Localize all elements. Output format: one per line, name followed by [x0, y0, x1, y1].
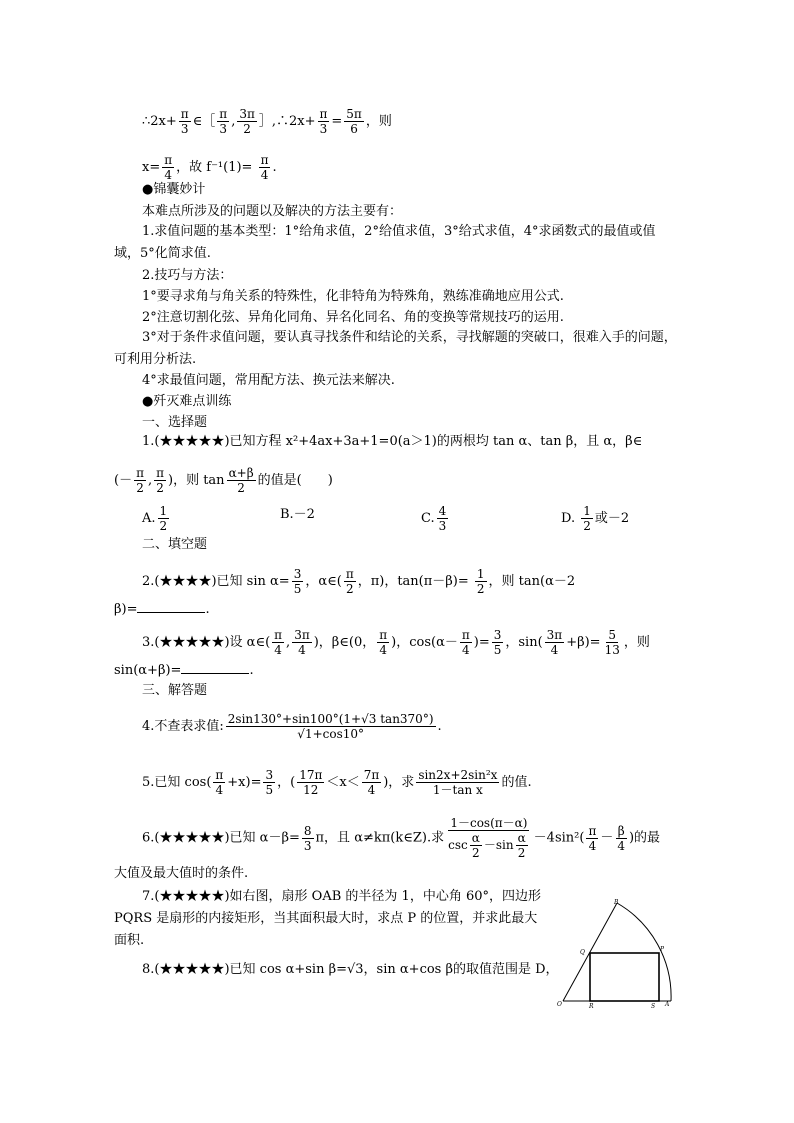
question-7: 7.(★★★★★)如右图，扇形 OAB 的半径为 1，中心角 60°，四边形 PQRS 是扇形的内接矩形，当其面积最大时，求点 P 的位置，并求此最大面积.	[114, 889, 541, 948]
answer-blank-2[interactable]	[137, 600, 205, 613]
question-4: 4.不查表求值: $\frac{2\sin 130^\circ+\sin 100^\circ(1+√3 \tan 370^\circ)}{√1+\cos 10^\circ}$ .	[142, 712, 442, 741]
section-solve: 三、解答题	[142, 683, 208, 698]
question-2-line-2: β)= .	[114, 602, 210, 617]
question-1-option-b: B.－2	[280, 507, 315, 522]
question-3-line-2: sin(α+β)= .	[114, 663, 254, 678]
para-skill-3: 3°对于条件求值问题，要认真寻找条件和结论的关系，寻找解题的突破口，很难入手的问题，可利用分析法.	[114, 330, 677, 367]
para-skills: 2.技巧与方法：	[142, 268, 233, 283]
question-2-line-1: 2.(★★★★)已知 sin α= $\frac{3}{5}$ ，α∈( $\frac{\pi}{2}$ ，π)，tan(π－β)= $\frac{1}{2}$ ，则 tan(α－2	[142, 567, 576, 596]
para-skill-1: 1°要寻求角与角关系的特殊性，化非特角为特殊角，熟练准确地应用公式.	[142, 289, 564, 304]
para-skill-2: 2°注意切割化弦、异角化同角、异名化同名、角的变换等常规技巧的运用.	[142, 310, 564, 325]
question-8: 8.(★★★★★)已知 cos α+sin β=√3，sin α+cos β的取值范围是 D，	[142, 962, 559, 977]
para-skill-4: 4°求最值问题，常用配方法、换元法来解决.	[142, 373, 395, 388]
solution-line-2: x= $\frac{\pi}{4}$ ，故 f⁻¹(1)= $\frac{\pi}{4}$ .	[142, 153, 277, 182]
question-6-line-1: 6.(★★★★★)已知 α－β= $\frac{8}{3}$ π，且 α≠kπ(k∈Z).求 1－cos(π－α) csc $\frac{\alpha}{2}$ －sin $\frac{\alpha}{2}$ －4sin²( $\frac{\pi}{4}$ － $\frac{\beta}{4}$ )的最	[142, 816, 661, 860]
label-p: P	[660, 946, 665, 953]
heading-practice: ●歼灭难点训练	[142, 394, 232, 409]
para-types: 1.求值问题的基本类型：1°给角求值，2°给值求值，3°给式求值，4°求函数式的最值或值域，5°化简求值.	[114, 224, 656, 261]
sector-diagram	[553, 893, 678, 1008]
label-q: Q	[580, 949, 585, 956]
question-5: 5.已知 cos( $\frac{\pi}{4}$ +x)= $\frac{3}{5}$ ，( $\frac{17\pi}{12}$ ＜x＜ $\frac{7\pi}{4}$ )，求 $\frac{\text{sin2x+2sin²x}}{\text{1－tan x}}$ 的值.	[142, 768, 532, 797]
question-6-line-2: 大值及最大值时的条件.	[114, 866, 249, 881]
solution-line-1: ∴2x+ $\frac{\pi}{3}$ ∈［ $\frac{\pi}{3}$ , $\frac{3\pi}{2}$ ］,∴2x+ $\frac{\pi}{3}$ = $\frac{5\pi}{6}$ ，则	[142, 107, 392, 136]
label-s: S	[651, 1003, 656, 1008]
question-1-option-c: C. $\frac{4}{3}$	[421, 504, 447, 533]
label-o: O	[557, 1001, 562, 1008]
section-choice: 一、选择题	[142, 415, 208, 430]
label-b: B	[614, 899, 619, 906]
heading-tips: ●锦囊妙计	[142, 182, 206, 197]
question-1-line-2: (－ $\frac{\pi}{2}$ , $\frac{\pi}{2}$ )，则 tan $\frac{\alpha+\beta}{2}$ 的值是( )	[114, 466, 333, 495]
label-a: A	[665, 1001, 670, 1008]
question-1-line-1: 1.(★★★★★)已知方程 x²+4ax+3a+1=0(a＞1)的两根均 tan α、tan β，且 α，β∈	[142, 434, 643, 449]
section-fill: 二、填空题	[142, 537, 208, 552]
label-r: R	[589, 1003, 594, 1008]
question-1-option-a: A. $\frac{1}{2}$	[142, 504, 168, 533]
answer-blank-3[interactable]	[181, 661, 249, 674]
para-intro: 本难点所涉及的问题以及解决的方法主要有：	[142, 204, 403, 219]
sector-figure	[553, 893, 678, 1012]
question-3-line-1: 3.(★★★★★)设 α∈( $\frac{\pi}{4}$ , $\frac{3\pi}{4}$ )，β∈(0， $\frac{\pi}{4}$ )，cos(α－ $\frac{\pi}{4}$ )= $\frac{3}{5}$ ，sin( $\frac{3\pi}{4}$ +β)= $\frac{5}{13}$ ，则	[142, 628, 650, 657]
rectangle-pqrs	[590, 953, 659, 1001]
question-1-option-d: D. $\frac{1}{2}$ 或－2	[561, 504, 630, 533]
